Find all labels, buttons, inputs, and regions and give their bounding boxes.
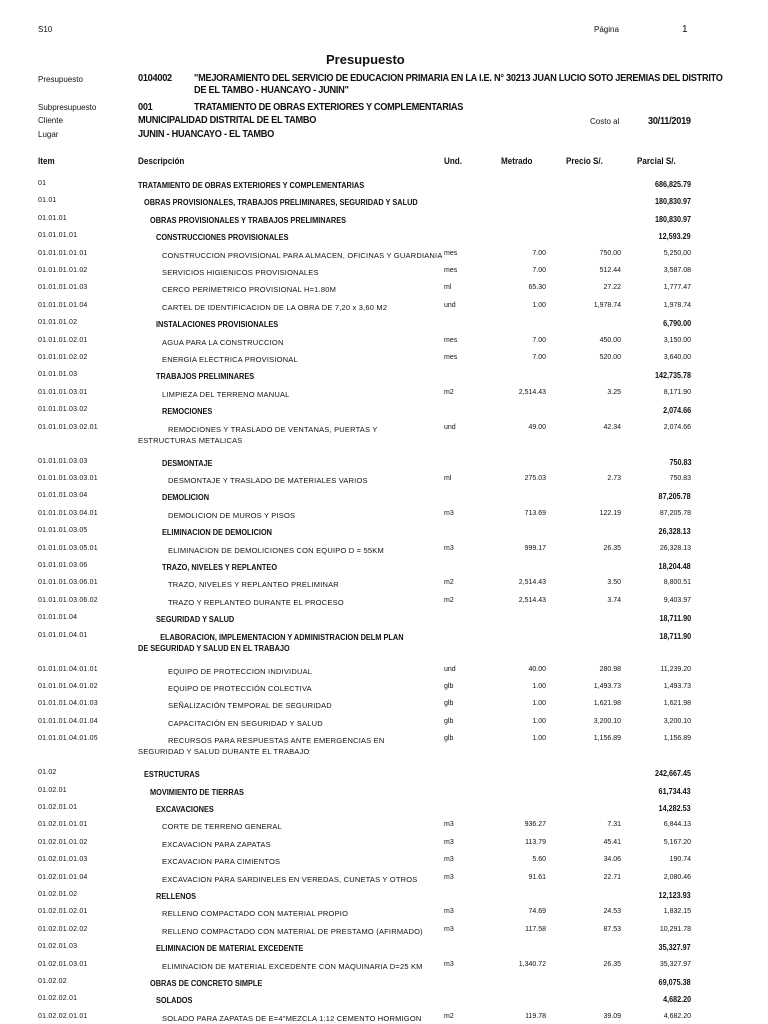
item-code: 01.01.01.03: [38, 371, 78, 379]
item-code: 01.01.01.03.04: [38, 492, 88, 500]
item-unit: m3: [444, 509, 454, 517]
item-parcial: 4,682.20: [662, 995, 691, 1005]
item-description: OBRAS PROVISIONALES, TRABAJOS PRELIMINARES, SEGURIDAD Y SALUD: [144, 198, 418, 208]
item-description: DESMONTAJE: [162, 458, 213, 468]
item-parcial: 10,291.78: [659, 925, 691, 933]
page-label: Página: [594, 25, 619, 34]
item-metrado: 2,514.43: [518, 596, 546, 604]
item-parcial: 2,080.46: [663, 873, 691, 881]
item-metrado: 713.69: [524, 509, 546, 517]
item-precio: 45.41: [603, 838, 621, 846]
item-metrado: 7.00: [532, 249, 546, 257]
item-parcial: 5,250.00: [663, 249, 691, 257]
item-parcial: 6,790.00: [662, 319, 691, 329]
item-description: ELIMINACION DE DEMOLICION: [162, 528, 272, 538]
item-precio: 2.73: [607, 475, 621, 482]
item-code: 01.01.01.01.03: [38, 284, 88, 292]
item-description: TRATAMIENTO DE OBRAS EXTERIORES Y COMPLEMENTARIAS: [138, 181, 365, 190]
item-precio: 87.53: [603, 925, 621, 933]
item-precio: 27.22: [603, 284, 621, 292]
item-description: SEGURIDAD Y SALUD: [156, 615, 235, 625]
item-metrado: 113.79: [525, 838, 546, 846]
item-precio: 26.35: [603, 960, 621, 968]
item-code: 01.02.01.02.02: [38, 925, 88, 933]
item-description: OBRAS PROVISIONALES Y TRABAJOS PRELIMINARES: [150, 215, 347, 225]
item-description: RELLENOS: [156, 892, 197, 901]
item-description: ELIMINACION DE DEMOLICIONES CON EQUIPO D = 55KM: [168, 545, 384, 555]
item-unit: mes: [444, 336, 458, 344]
item-unit: glb: [444, 700, 454, 708]
item-precio: 750.00: [599, 249, 621, 257]
item-parcial: 6,844.13: [663, 821, 691, 829]
item-description: AGUA PARA LA CONSTRUCCION: [162, 337, 284, 347]
lugar-value: JUNIN - HUANCAYO - EL TAMBO: [138, 129, 275, 140]
page-title: Presupuesto: [326, 52, 405, 67]
item-parcial: 4,682.20: [663, 1012, 691, 1020]
item-code: 01.01.01.04.01.04: [38, 717, 98, 725]
item-parcial: 18,711.90: [659, 631, 691, 641]
item-code: 01.01.01.03.02: [38, 406, 88, 414]
item-description: EXCAVACIONES: [156, 805, 214, 814]
item-description: ELIMINACION DE MATERIAL EXCEDENTE: [156, 944, 304, 954]
item-code: 01.02: [38, 769, 57, 777]
item-description: REMOCIONES Y TRASLADO DE VENTANAS, PUERTAS Y ESTRUCTURAS METALICAS: [138, 424, 378, 445]
item-description: TRABAJOS PRELIMINARES: [156, 372, 255, 382]
item-metrado: 7.00: [532, 354, 546, 361]
item-unit: m3: [444, 908, 454, 916]
item-code: 01.01.01.02: [38, 319, 78, 327]
item-precio: 39.09: [603, 1012, 621, 1020]
item-code: 01.01.01.03.03: [38, 457, 88, 465]
item-unit: und: [444, 301, 456, 309]
item-description: CONSTRUCCION PROVISIONAL PARA ALMACEN, OFICINAS Y GUARDIANIA: [162, 250, 443, 260]
item-parcial: 2,074.66: [663, 423, 691, 431]
subpresupuesto-code: 001: [138, 102, 153, 113]
column-header-precio: Precio S/.: [566, 156, 603, 166]
item-precio: 512.44: [599, 267, 621, 274]
item-unit: m2: [444, 388, 454, 396]
item-code: 01.02.01.01.02: [38, 838, 88, 846]
item-code: 01.01.01.02.01: [38, 336, 88, 344]
page-number: 1: [682, 24, 688, 35]
item-unit: m3: [444, 960, 454, 968]
item-unit: m3: [444, 925, 454, 933]
item-metrado: 1.00: [532, 717, 546, 725]
item-precio: 450.00: [599, 336, 621, 344]
item-precio: 1,621.98: [593, 700, 621, 708]
item-parcial: 3,150.00: [663, 336, 691, 344]
subpresupuesto-name: TRATAMIENTO DE OBRAS EXTERIORES Y COMPLEMENTARIAS: [194, 102, 464, 113]
item-parcial: 2,074.66: [662, 406, 691, 416]
item-parcial: 1,156.89: [663, 735, 691, 743]
item-unit: mes: [444, 267, 458, 274]
item-parcial: 87,205.78: [658, 492, 691, 502]
item-unit: mes: [444, 249, 458, 257]
item-code: 01.01.01: [38, 214, 67, 222]
item-code: 01.01.01.03.02.01: [38, 423, 98, 431]
item-precio: 24.53: [603, 908, 621, 916]
cliente-label: Cliente: [38, 116, 63, 125]
item-precio: 122.19: [599, 509, 621, 517]
item-precio: 26.35: [603, 544, 621, 552]
item-metrado: 117.58: [525, 925, 546, 933]
item-metrado: 2,514.43: [518, 388, 546, 396]
item-description: REMOCIONES: [162, 407, 213, 417]
item-parcial: 26,328.13: [659, 544, 691, 552]
item-parcial: 5,167.20: [663, 838, 691, 846]
item-parcial: 14,282.53: [658, 804, 691, 813]
item-description: RELLENO COMPACTADO CON MATERIAL DE PRESTAMO (AFIRMADO): [162, 926, 423, 936]
item-description: ELIMINACION DE MATERIAL EXCEDENTE CON MAQUINARIA D=25 KM: [162, 961, 423, 971]
item-precio: 280.98: [599, 665, 621, 673]
item-unit: m3: [444, 856, 454, 864]
item-description: RECURSOS PARA RESPUESTAS ANTE EMERGENCIAS EN SEGURIDAD Y SALUD DURANTE EL TRABAJO: [138, 736, 385, 757]
item-code: 01.01.01.03.05.01: [38, 544, 98, 552]
presupuesto-name-line1: "MEJORAMIENTO DEL SERVICIO DE EDUCACION PRIMARIA EN LA I.E. N° 30213 JUAN LUCIO SOTO JEREMIAS DEL DISTRITO: [194, 73, 723, 84]
item-code: 01.01.01.04.01.02: [38, 683, 98, 690]
item-metrado: 74.69: [528, 908, 546, 916]
item-code: 01.01.01.03.06: [38, 562, 88, 569]
item-parcial: 3,640.00: [663, 354, 691, 361]
item-metrado: 49.00: [528, 423, 546, 431]
item-unit: m3: [444, 544, 454, 552]
item-parcial: 69,075.38: [658, 978, 691, 987]
item-parcial: 12,593.29: [658, 232, 691, 242]
item-description: OBRAS DE CONCRETO SIMPLE: [150, 979, 263, 988]
item-description: CARTEL DE IDENTIFICACION DE LA OBRA DE 7,20 x 3,60 M2: [162, 302, 388, 312]
item-parcial: 9,403.97: [663, 596, 691, 604]
item-unit: ml: [444, 475, 452, 482]
item-description: DEMOLICION DE MUROS Y PISOS: [168, 510, 296, 520]
item-code: 01.02.01.01.04: [38, 873, 88, 881]
item-metrado: 1,340.72: [518, 960, 546, 968]
item-unit: m3: [444, 873, 454, 881]
column-header-descripcion: Descripción: [138, 156, 185, 166]
column-header-parcial: Parcial S/.: [637, 156, 676, 166]
item-description: CAPACITACIÓN EN SEGURIDAD Y SALUD: [168, 718, 323, 728]
item-code: 01.02.01.02.01: [38, 908, 88, 916]
item-description: SEÑALIZACIÓN TEMPORAL DE SEGURIDAD: [168, 701, 332, 711]
item-precio: 1,156.89: [593, 735, 621, 743]
item-unit: glb: [444, 683, 454, 690]
item-description: SOLADO PARA ZAPATAS DE E=4"MEZCLA 1:12 CEMENTO HORMIGON: [162, 1013, 422, 1023]
item-metrado: 40.00: [528, 665, 546, 673]
item-parcial: 1,777.47: [663, 284, 691, 292]
item-code: 01.01.01.03.06.01: [38, 579, 98, 587]
item-metrado: 2,514.43: [518, 579, 546, 587]
item-unit: m2: [444, 596, 454, 604]
item-code: 01.02.01.02: [38, 891, 78, 898]
item-code: 01.01.01.03.04.01: [38, 509, 98, 517]
item-parcial: 686,825.79: [654, 180, 691, 189]
column-header-und: Und.: [444, 156, 462, 166]
item-precio: 22.71: [603, 873, 621, 881]
item-precio: 1,493.73: [593, 683, 621, 690]
item-code: 01.01.01.01.02: [38, 267, 88, 274]
item-metrado: 275.03: [524, 475, 546, 482]
item-description: TRAZO Y REPLANTEO DURANTE EL PROCESO: [168, 597, 344, 607]
item-parcial: 8,171.90: [663, 388, 691, 396]
item-description: SERVICIOS HIGIENICOS PROVISIONALES: [162, 268, 319, 277]
item-code: 01.02.02.01: [38, 995, 78, 1003]
item-precio: 42.34: [603, 423, 621, 431]
item-code: 01.01.01.03.03.01: [38, 475, 98, 482]
item-parcial: 18,711.90: [659, 614, 691, 624]
item-description: LIMPIEZA DEL TERRENO MANUAL: [162, 389, 290, 399]
item-code: 01.02.01: [38, 786, 67, 794]
item-code: 01.01.01.01.04: [38, 301, 88, 309]
item-parcial: 142,735.78: [654, 371, 691, 381]
item-code: 01.02.02: [38, 978, 67, 985]
item-unit: m3: [444, 821, 454, 829]
item-code: 01.01: [38, 197, 57, 205]
item-description: ESTRUCTURAS: [144, 770, 200, 780]
item-parcial: 61,734.43: [658, 786, 691, 796]
item-unit: glb: [444, 735, 454, 743]
item-precio: 3.50: [607, 579, 621, 587]
item-metrado: 936.27: [524, 821, 546, 829]
item-description: CONSTRUCCIONES PROVISIONALES: [156, 233, 289, 243]
item-unit: mes: [444, 354, 458, 361]
item-description: CORTE DE TERRENO GENERAL: [162, 822, 282, 832]
item-code: 01.02.01.01.01: [38, 821, 88, 829]
item-code: 01.01.01.01: [38, 232, 78, 240]
item-code: 01.01.01.04.01.03: [38, 700, 98, 708]
item-precio: 3.74: [607, 596, 621, 604]
item-parcial: 750.83: [669, 475, 691, 482]
item-code: 01.01.01.03.06.02: [38, 596, 98, 604]
cliente-value: MUNICIPALIDAD DISTRITAL DE EL TAMBO: [138, 115, 317, 126]
column-header-item: Item: [38, 156, 55, 166]
item-precio: 3.25: [607, 388, 621, 396]
item-metrado: 7.00: [532, 267, 546, 274]
item-description: CERCO PERIMETRICO PROVISIONAL H=1.80M: [162, 285, 337, 295]
item-parcial: 18,204.48: [658, 562, 691, 571]
item-parcial: 11,239.20: [660, 665, 691, 673]
costo-date: 30/11/2019: [648, 116, 691, 127]
item-description: INSTALACIONES PROVISIONALES: [156, 320, 279, 330]
item-metrado: 1.00: [532, 683, 546, 690]
item-unit: und: [444, 665, 456, 673]
item-code: 01: [38, 180, 47, 187]
item-precio: 520.00: [599, 354, 621, 361]
item-description: ENERGIA ELECTRICA PROVISIONAL: [162, 355, 298, 364]
item-code: 01.02.01.01: [38, 804, 78, 811]
item-metrado: 1.00: [532, 301, 546, 309]
item-description: DEMOLICION: [162, 493, 210, 503]
item-precio: 7.31: [607, 821, 621, 829]
item-description: EXCAVACION PARA SARDINELES EN VEREDAS, CUNETAS Y OTROS: [162, 874, 418, 884]
item-metrado: 1.00: [532, 700, 546, 708]
item-parcial: 750.83: [668, 457, 691, 467]
presupuesto-name-line2: DE EL TAMBO - HUANCAYO - JUNIN": [194, 85, 349, 96]
item-description: TRAZO, NIVELES Y REPLANTEO: [162, 563, 278, 572]
item-unit: m2: [444, 1012, 454, 1020]
item-code: 01.01.01.03.05: [38, 527, 88, 535]
item-description: TRAZO, NIVELES Y REPLANTEO PRELIMINAR: [168, 580, 339, 590]
item-parcial: 1,493.73: [663, 683, 691, 690]
item-unit: m3: [444, 838, 454, 846]
item-unit: m2: [444, 579, 454, 587]
item-parcial: 190.74: [669, 856, 691, 864]
item-code: 01.01.01.03.01: [38, 388, 88, 396]
item-precio: 34.06: [603, 856, 621, 864]
item-description: EXCAVACION PARA ZAPATAS: [162, 839, 271, 849]
item-code: 01.01.01.04.01.01: [38, 665, 98, 673]
report-code: S10: [38, 25, 53, 34]
subpresupuesto-label: Subpresupuesto: [38, 103, 97, 112]
item-description: DESMONTAJE Y TRASLADO DE MATERIALES VARIOS: [168, 476, 368, 485]
item-code: 01.01.01.04: [38, 614, 78, 622]
item-parcial: 3,200.10: [663, 717, 691, 725]
item-code: 01.01.01.04.01: [38, 631, 88, 639]
item-code: 01.02.01.03.01: [38, 960, 88, 968]
item-metrado: 119.78: [525, 1012, 546, 1020]
item-description: EXCAVACION PARA CIMIENTOS: [162, 857, 281, 867]
item-parcial: 1,978.74: [663, 301, 691, 309]
item-parcial: 1,832.15: [663, 908, 691, 916]
item-unit: und: [444, 423, 456, 431]
item-parcial: 35,327.97: [659, 960, 691, 968]
item-metrado: 91.61: [528, 873, 546, 881]
item-precio: 3,200.10: [593, 717, 621, 725]
item-description: EQUIPO DE PROTECCIÓN COLECTIVA: [168, 684, 312, 693]
item-parcial: 180,830.97: [654, 197, 691, 207]
item-description: ELABORACION, IMPLEMENTACION Y ADMINISTRACION DELM PLAN DE SEGURIDAD Y SALUD EN EL TRABAJO: [138, 632, 404, 653]
item-description: EQUIPO DE PROTECCION INDIVIDUAL: [168, 666, 313, 676]
presupuesto-code: 0104002: [138, 73, 172, 84]
item-parcial: 12,123.93: [658, 891, 691, 900]
item-code: 01.01.01.02.02: [38, 354, 88, 361]
item-precio: 1,978.74: [593, 301, 621, 309]
item-parcial: 8,800.51: [663, 579, 691, 587]
item-unit: ml: [444, 284, 452, 292]
item-code: 01.02.02.01.01: [38, 1012, 88, 1020]
item-parcial: 180,830.97: [654, 214, 691, 224]
lugar-label: Lugar: [38, 130, 59, 139]
presupuesto-label: Presupuesto: [38, 75, 83, 84]
item-description: RELLENO COMPACTADO CON MATERIAL PROPIO: [162, 909, 349, 919]
item-metrado: 5.60: [532, 856, 546, 864]
item-description: MOVIMIENTO DE TIERRAS: [150, 787, 244, 797]
item-code: 01.02.01.03: [38, 943, 78, 951]
item-metrado: 999.17: [524, 544, 546, 552]
item-parcial: 1,621.98: [663, 700, 691, 708]
item-code: 01.02.01.01.03: [38, 856, 88, 864]
item-metrado: 7.00: [532, 336, 546, 344]
item-metrado: 65.30: [528, 284, 546, 292]
item-code: 01.01.01.04.01.05: [38, 735, 98, 743]
item-metrado: 1.00: [532, 735, 546, 743]
item-parcial: 3,587.08: [663, 267, 691, 274]
item-parcial: 242,667.45: [654, 769, 691, 779]
item-parcial: 35,327.97: [658, 943, 691, 953]
item-code: 01.01.01.01.01: [38, 249, 88, 257]
item-unit: glb: [444, 717, 454, 725]
item-parcial: 87,205.78: [659, 509, 691, 517]
costo-label: Costo al: [590, 117, 620, 126]
column-header-metrado: Metrado: [501, 156, 533, 166]
item-parcial: 26,328.13: [658, 527, 691, 537]
item-description: SOLADOS: [156, 996, 193, 1006]
